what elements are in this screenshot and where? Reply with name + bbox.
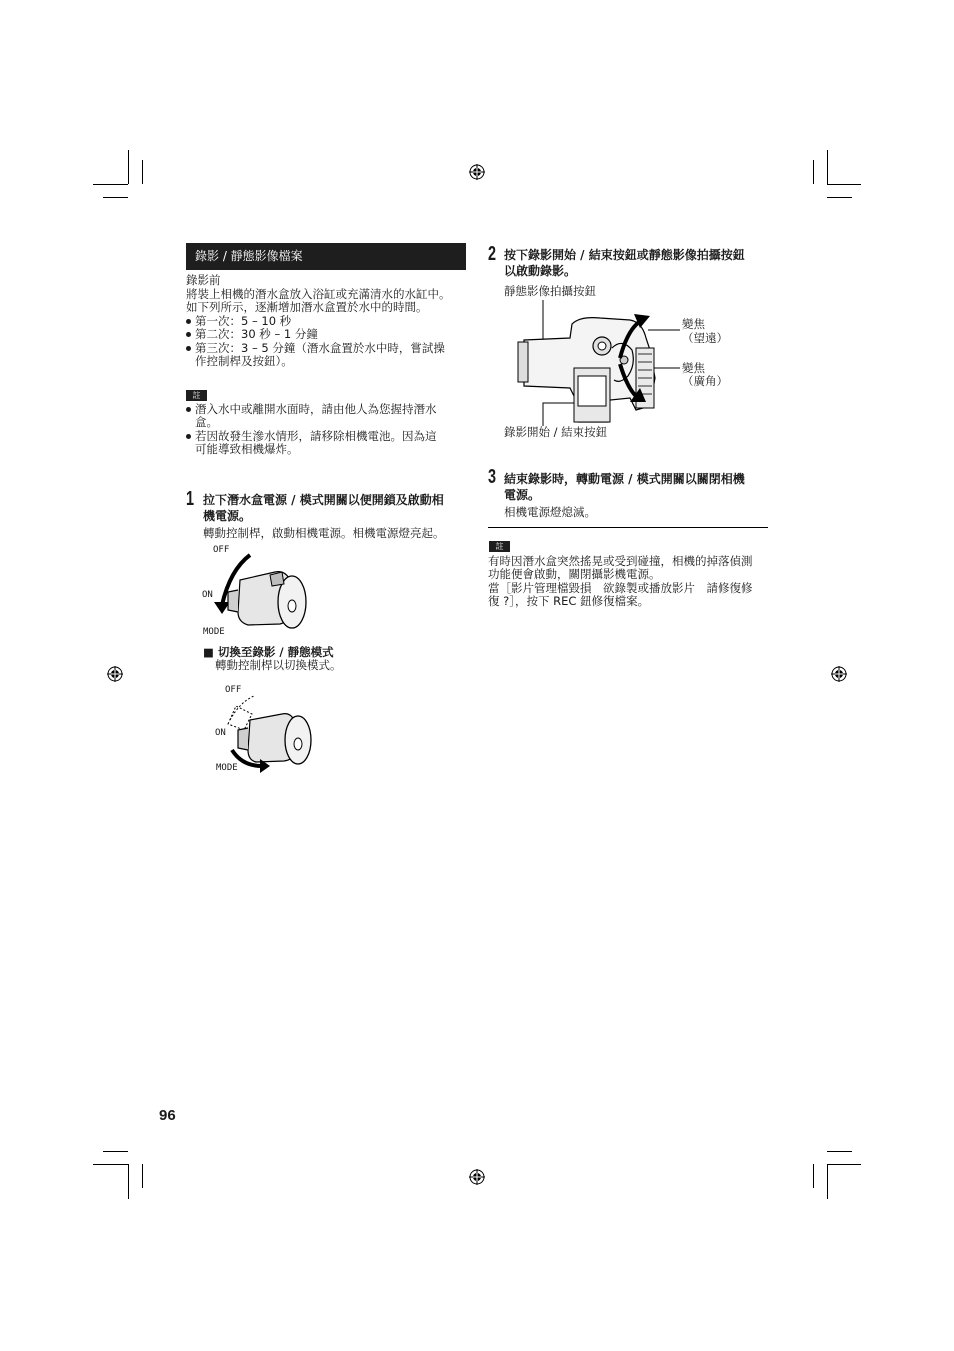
- mode-lever-illustration: [222, 690, 322, 775]
- fig1-mode-label: MODE: [203, 627, 225, 637]
- registration-mark-top: [469, 164, 485, 180]
- before-bullet-1: 第一次：5 – 10 秒: [186, 315, 291, 329]
- label-rec-button: 錄影開始 / 結束按鈕: [504, 425, 608, 439]
- section-title: 錄影 / 靜態影像檔案: [186, 243, 466, 270]
- note1-bullet-1-cont: 盒。: [195, 415, 218, 429]
- power-lever-illustration: [210, 550, 320, 640]
- fig1-off-label: OFF: [213, 545, 230, 555]
- fig2-mode-label: MODE: [216, 763, 238, 773]
- divider: [488, 527, 768, 528]
- label-zoom-wide-1: 變焦: [682, 361, 705, 375]
- before-bullet-3-cont: 作控制桿及按鈕）。: [195, 354, 293, 368]
- registration-mark-right: [831, 666, 847, 682]
- step-2-title-line-2: 以啟動錄影。: [504, 264, 577, 278]
- step-1-desc: 轉動控制桿，啟動相機電源。相機電源燈亮起。: [203, 526, 445, 540]
- label-zoom-tele-2: （望遠）: [682, 331, 728, 345]
- step-3-desc: 相機電源燈熄滅。: [504, 505, 596, 519]
- step-2-title-line-1: 按下錄影開始 / 結束按鈕或靜態影像拍攝按鈕: [504, 248, 745, 262]
- note1-bullet-1: 潛入水中或離開水面時，請由他人為您握持潛水: [186, 403, 437, 417]
- label-snapshot-button: 靜態影像拍攝按鈕: [504, 284, 596, 298]
- step-2-number: 2: [488, 243, 497, 265]
- before-line-2: 如下列所示，逐漸增加潛水盒置於水中的時間。: [186, 300, 428, 314]
- note1-bullet-2: 若因故發生滲水情形，請移除相機電池。因為這: [186, 430, 437, 444]
- before-heading: 錄影前: [186, 273, 221, 287]
- note-tag-2: 註: [489, 541, 510, 552]
- step-3-title-line-1: 結束錄影時，轉動電源 / 模式開關以關閉相機: [504, 472, 745, 486]
- fig2-off-label: OFF: [225, 685, 242, 695]
- note2-line-2: 功能便會啟動，關閉攝影機電源。: [488, 567, 661, 581]
- note-tag-1: 註: [186, 390, 207, 401]
- page-number: 96: [159, 1107, 176, 1124]
- before-bullet-2: 第二次：30 秒 – 1 分鐘: [186, 328, 318, 342]
- label-zoom-wide-2: （廣角）: [682, 374, 728, 388]
- step-1-sub-heading: ■ 切換至錄影 / 靜態模式: [203, 645, 334, 659]
- note1-bullet-2-cont: 可能導致相機爆炸。: [195, 442, 299, 456]
- registration-mark-bottom: [469, 1169, 485, 1185]
- note2-line-4: 復 ?］，按下 REC 鈕修復檔案。: [488, 594, 650, 608]
- before-bullet-3: 第三次：3 – 5 分鐘（潛水盒置於水中時，嘗試操: [186, 342, 445, 356]
- fig2-on-label: ON: [215, 728, 226, 738]
- step-3-number: 3: [488, 466, 497, 488]
- step-1-number: 1: [186, 488, 195, 510]
- before-line-1: 將裝上相機的潛水盒放入浴缸或充滿清水的水缸中。: [186, 287, 451, 301]
- registration-mark-left: [107, 666, 123, 682]
- step-3-title-line-2: 電源。: [504, 488, 541, 502]
- step-1-title-line-2: 機電源。: [203, 509, 252, 523]
- note2-line-3: 當［影片管理檔毀損 欲錄製或播放影片 請修復修: [488, 581, 753, 595]
- step-1-title-line-1: 拉下潛水盒電源 / 模式開關以便開鎖及啟動相: [203, 493, 444, 507]
- fig1-on-label: ON: [202, 590, 213, 600]
- housing-top-illustration: [510, 298, 685, 428]
- note2-line-1: 有時因潛水盒突然搖晃或受到碰撞，相機的掉落偵測: [488, 554, 753, 568]
- label-zoom-tele-1: 變焦: [682, 317, 705, 331]
- step-1-sub-desc: 轉動控制桿以切換模式。: [215, 658, 342, 672]
